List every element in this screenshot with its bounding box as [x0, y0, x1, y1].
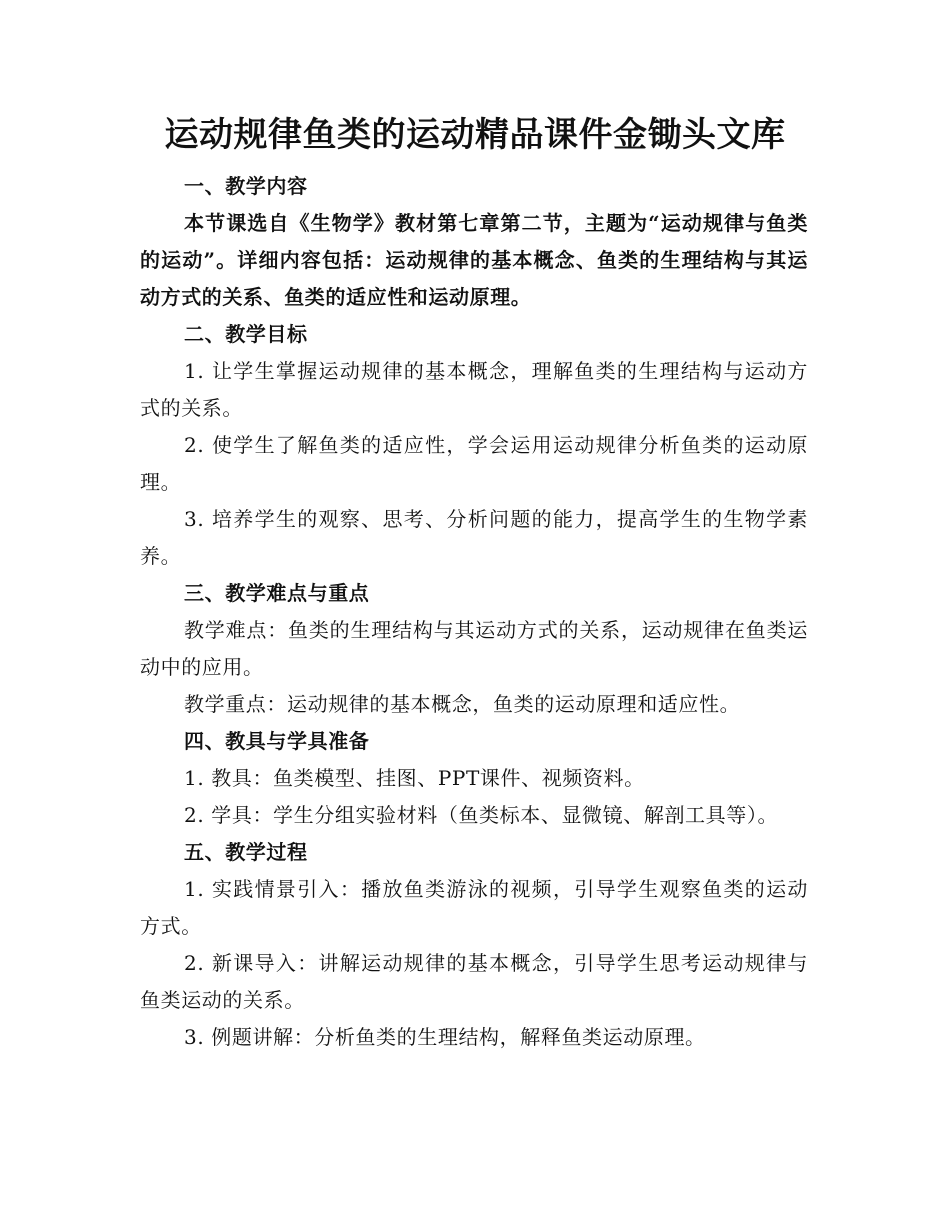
section-3-paragraph-1: 教学难点：鱼类的生理结构与其运动方式的关系，运动规律在鱼类运动中的应用。 — [140, 618, 808, 679]
section-2-paragraph-3: 3. 培养学生的观察、思考、分析问题的能力，提高学生的生物学素养。 — [140, 507, 808, 568]
section-3-paragraph-2: 教学重点：运动规律的基本概念，鱼类的运动原理和适应性。 — [184, 692, 741, 716]
section-heading-1: 一、教学内容 — [184, 174, 308, 198]
section-5-paragraph-1: 1. 实践情景引入：播放鱼类游泳的视频，引导学生观察鱼类的运动方式。 — [140, 877, 808, 938]
section-4-paragraph-1: 1. 教具：鱼类模型、挂图、PPT课件、视频资料。 — [184, 766, 645, 790]
section-2-paragraph-2: 2. 使学生了解鱼类的适应性，学会运用运动规律分析鱼类的运动原理。 — [140, 433, 808, 494]
section-5-paragraph-3: 3. 例题讲解：分析鱼类的生理结构，解释鱼类运动原理。 — [184, 1025, 706, 1049]
section-heading-3: 三、教学难点与重点 — [184, 581, 370, 605]
section-heading-2: 二、教学目标 — [184, 322, 308, 346]
document-title: 运动规律鱼类的运动精品课件金锄头文库 — [164, 115, 786, 155]
document-body — [140, 168, 808, 1056]
section-1-paragraph-1: 本节课选自《生物学》教材第七章第二节，主题为“运动规律与鱼类的运动”。详细内容包括：运动规律的基本概念、鱼类的生理结构与其运动方式的关系、鱼类的适应性和运动原理。 — [140, 211, 809, 309]
section-heading-4: 四、教具与学具准备 — [184, 729, 370, 753]
section-heading-5: 五、教学过程 — [184, 840, 308, 864]
section-5-paragraph-2: 2. 新课导入：讲解运动规律的基本概念，引导学生思考运动规律与鱼类运动的关系。 — [140, 951, 808, 1012]
section-4-paragraph-2: 2. 学具：学生分组实验材料（鱼类标本、显微镜、解剖工具等）。 — [184, 803, 779, 827]
section-2-paragraph-1: 1. 让学生掌握运动规律的基本概念，理解鱼类的生理结构与运动方式的关系。 — [140, 359, 808, 420]
